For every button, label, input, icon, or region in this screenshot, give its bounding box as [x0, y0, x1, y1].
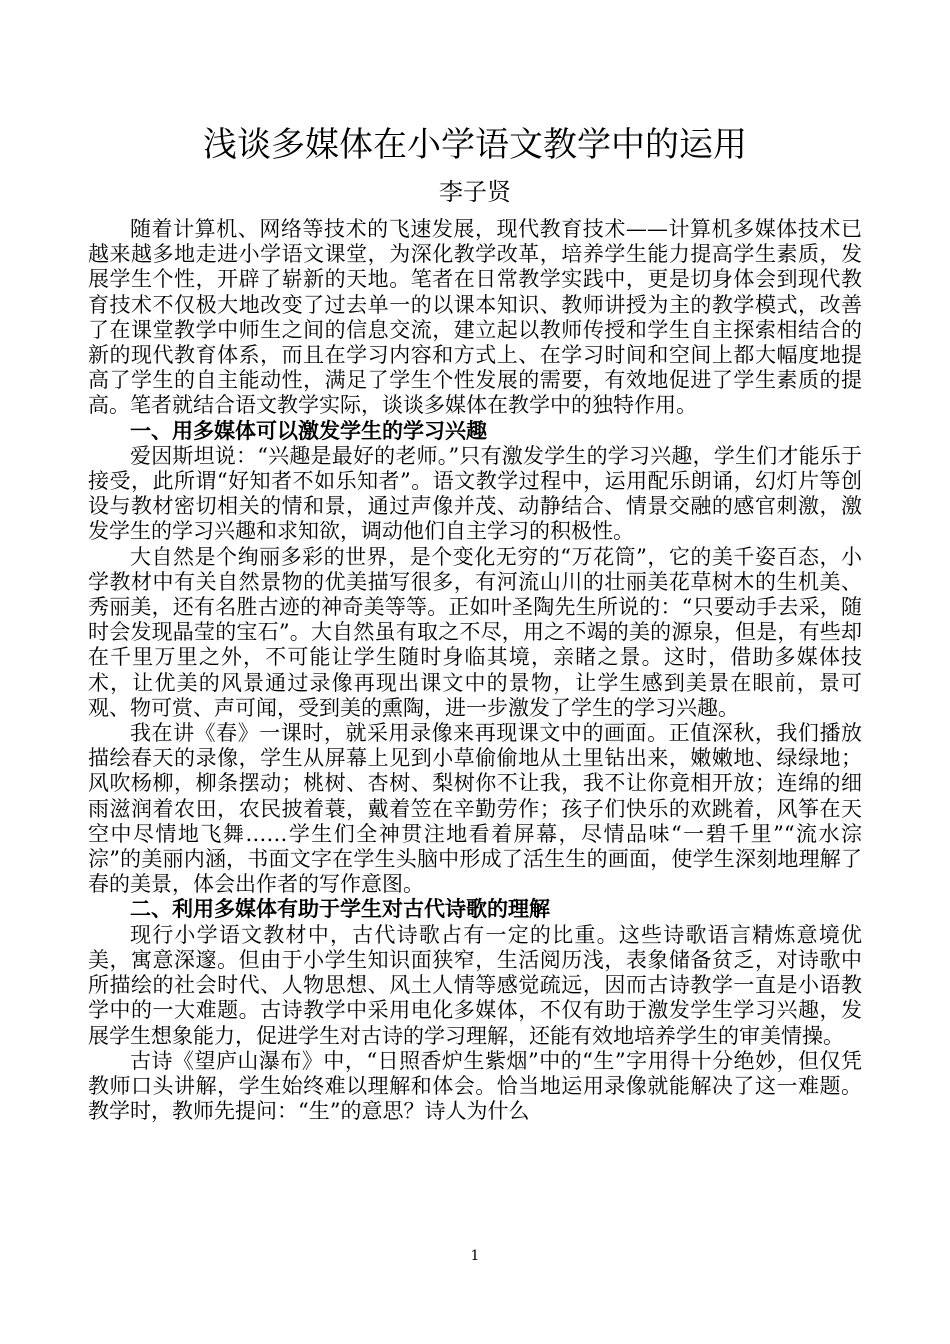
page-number: 1 [470, 1248, 480, 1264]
body-paragraph: 我在讲《春》一课时，就采用录像来再现课文中的画面。正值深秋，我们播放描绘春天的录像，学生从屏幕上见到小草偷偷地从土里钻出来，嫩嫩地、绿绿地；风吹杨柳，柳条摆动；桃树、杏树、梨树你不让我，我不让你竟相开放；连绵的细雨滋润着农田，农民披着蓑，戴着笠在辛勤劳作；孩子们快乐的欢跳着，风筝在天空中尽情地飞舞……学生们全神贯注地看着屏幕，尽情品味“一碧千里”“流水淙淙”的美丽内涵，书面文字在学生头脑中形成了活生生的画面，使学生深刻地理解了春的美景，体会出作者的写作意图。 [88, 721, 862, 897]
body-paragraph: 大自然是个绚丽多彩的世界，是个变化无穷的“万花筒”，它的美千姿百态，小学教材中有关自然景物的优美描写很多，有河流山川的壮丽美花草树木的生机美、秀丽美，还有名胜古迹的神奇美等等。正如叶圣陶先生所说的：“只要动手去采，随时会发现晶莹的宝石”。大自然虽有取之不尽，用之不竭的美的源泉，但是，有些却在千里万里之外，不可能让学生随时身临其境，亲睹之景。这时，借助多媒体技术，让优美的风景通过录像再现出课文中的景物，让学生感到美景在眼前，景可观、物可赏、声可闻，受到美的熏陶，进一步激发了学生的学习兴趣。 [88, 544, 862, 720]
document-body [88, 217, 862, 1124]
document-title: 浅谈多媒体在小学语文教学中的运用 [203, 125, 747, 165]
section-heading-2: 二、利用多媒体有助于学生对古代诗歌的理解 [130, 897, 550, 922]
section-heading-1: 一、用多媒体可以激发学生的学习兴趣 [130, 418, 487, 443]
author-name: 李子贤 [439, 178, 511, 206]
body-paragraph: 爱因斯坦说：“兴趣是最好的老师。”只有激发学生的学习兴趣，学生们才能乐于接受，此所谓“好知者不如乐知者”。语文教学过程中，运用配乐朗诵，幻灯片等创设与教材密切相关的情和景，通过声像并茂、动静结合、情景交融的感官刺激，激发学生的学习兴趣和求知欲，调动他们自主学习的积极性。 [88, 443, 862, 544]
body-paragraph: 古诗《望庐山瀑布》中，“日照香炉生紫烟”中的“生”字用得十分绝妙，但仅凭教师口头讲解，学生始终难以理解和体会。恰当地运用录像就能解决了这一难题。教学时，教师先提问：“生”的意思？诗人为什么 [88, 1048, 862, 1124]
intro-paragraph: 随着计算机、网络等技术的飞速发展，现代教育技术——计算机多媒体技术已越来越多地走进小学语文课堂，为深化教学改革，培养学生能力提高学生素质，发展学生个性，开辟了崭新的天地。笔者在日常教学实践中，更是切身体会到现代教育技术不仅极大地改变了过去单一的以课本知识、教师讲授为主的教学模式，改善了在课堂教学中师生之间的信息交流，建立起以教师传授和学生自主探索相结合的新的现代教育体系，而且在学习内容和方式上、在学习时间和空间上都大幅度地提高了学生的自主能动性，满足了学生个性发展的需要，有效地促进了学生素质的提高。笔者就结合语文教学实际，谈谈多媒体在教学中的独特作用。 [88, 217, 862, 418]
body-paragraph: 现行小学语文教材中，古代诗歌占有一定的比重。这些诗歌语言精炼意境优美，寓意深邃。但由于小学生知识面狭窄，生活阅历浅，表象储备贫乏，对诗歌中所描绘的社会时代、人物思想、风土人情等感觉疏远，因而古诗教学一直是小语教学中的一大难题。古诗教学中采用电化多媒体，不仅有助于激发学生学习兴趣，发展学生想象能力，促进学生对古诗的学习理解，还能有效地培养学生的审美情操。 [88, 922, 862, 1048]
